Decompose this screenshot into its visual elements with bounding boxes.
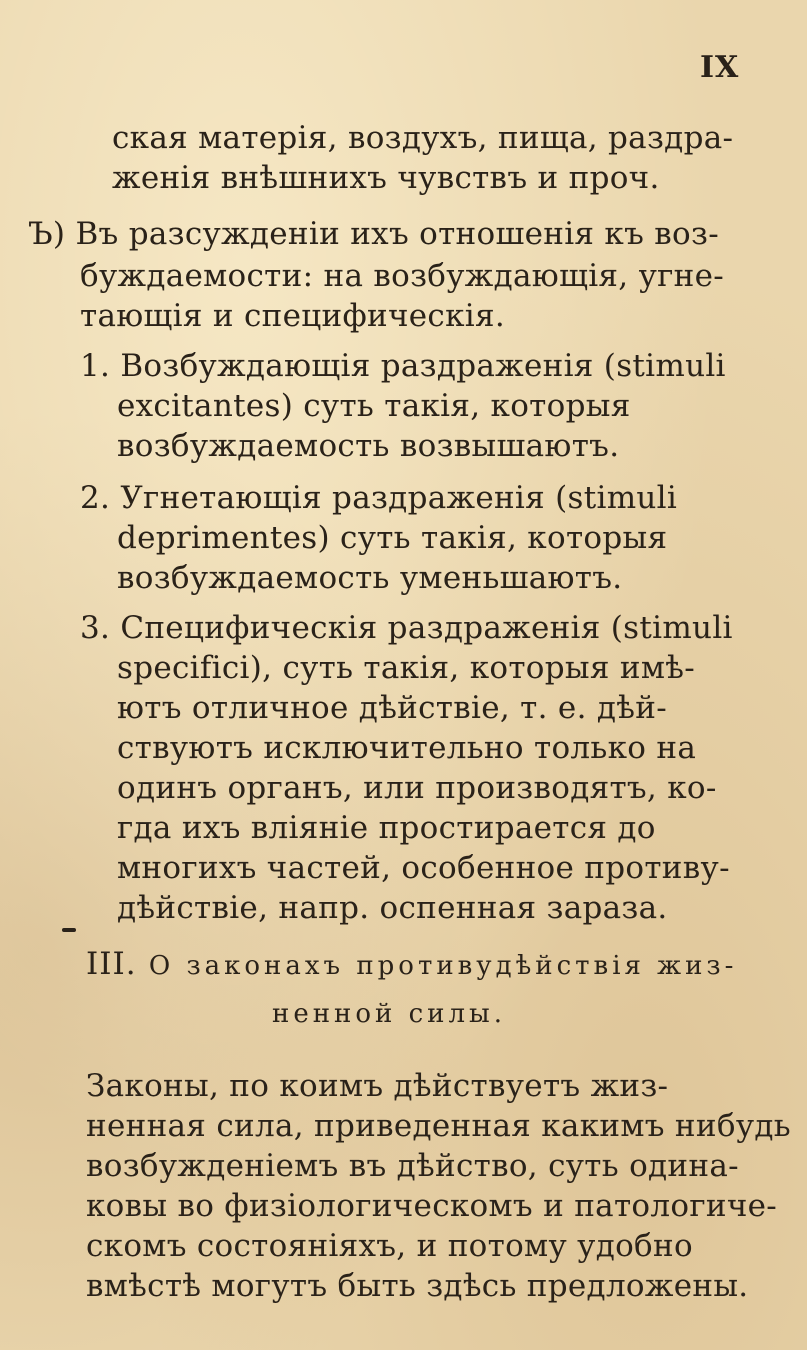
text-line: женія внѣшнихъ чувствъ и проч. <box>112 160 660 196</box>
text-line: тающія и специфическія. <box>80 298 505 334</box>
section-title-line-1: О законахъ противудѣйствія жиз- <box>148 951 738 981</box>
text-line: ская матерія, воздухъ, пища, раздра- <box>112 120 734 156</box>
text-line: Ъ) Въ разсужденіи ихъ отношенія къ воз- <box>28 216 719 252</box>
text-line: гда ихъ вліяніе простирается до <box>117 810 656 846</box>
text-line: 2. Угнетающія раздраженія (stimuli <box>80 480 678 516</box>
text-line: буждаемости: на возбуждающія, угне- <box>80 258 725 294</box>
text-line: возбуждаемость уменьшаютъ. <box>117 560 623 596</box>
text-line: 3. Специфическія раздраженія (stimuli <box>80 610 733 646</box>
text-line: ненная сила, приведенная какимъ нибудь <box>86 1108 791 1144</box>
text-line: многихъ частей, особенное противу- <box>117 850 730 886</box>
text-line: возбуждаемость возвышаютъ. <box>117 428 620 464</box>
text-line: возбужденіемъ въ дѣйство, суть одина- <box>86 1148 739 1184</box>
text-line: ютъ отличное дѣйствіе, т. е. дѣй- <box>117 690 668 726</box>
page-number: IX <box>700 50 740 85</box>
text-line: ковы во физіологическомъ и патологиче- <box>86 1188 778 1224</box>
text-line: deprimentes) суть такія, которыя <box>117 520 668 556</box>
text-line: дѣйствіе, напр. оспенная зараза. <box>117 890 668 926</box>
ink-mark <box>62 928 76 932</box>
text-line: вмѣстѣ могутъ быть здѣсь предложены. <box>86 1268 749 1304</box>
text-line: Законы, по коимъ дѣйствуетъ жиз- <box>86 1068 669 1104</box>
text-line: ствуютъ исключительно только на <box>117 730 697 766</box>
section-heading <box>86 946 737 984</box>
text-line: 1. Возбуждающія раздраженія (stimuli <box>80 348 726 384</box>
text-line: excitantes) суть такія, которыя <box>117 388 631 424</box>
text-line: скомъ состояніяхъ, и потому удобно <box>86 1228 693 1264</box>
section-numeral: III. <box>86 946 137 982</box>
text-line: одинъ органъ, или производятъ, ко- <box>117 770 717 806</box>
text-line: specifici), суть такія, которыя имѣ- <box>117 650 696 686</box>
section-title-line-2: ненной силы. <box>272 999 506 1029</box>
